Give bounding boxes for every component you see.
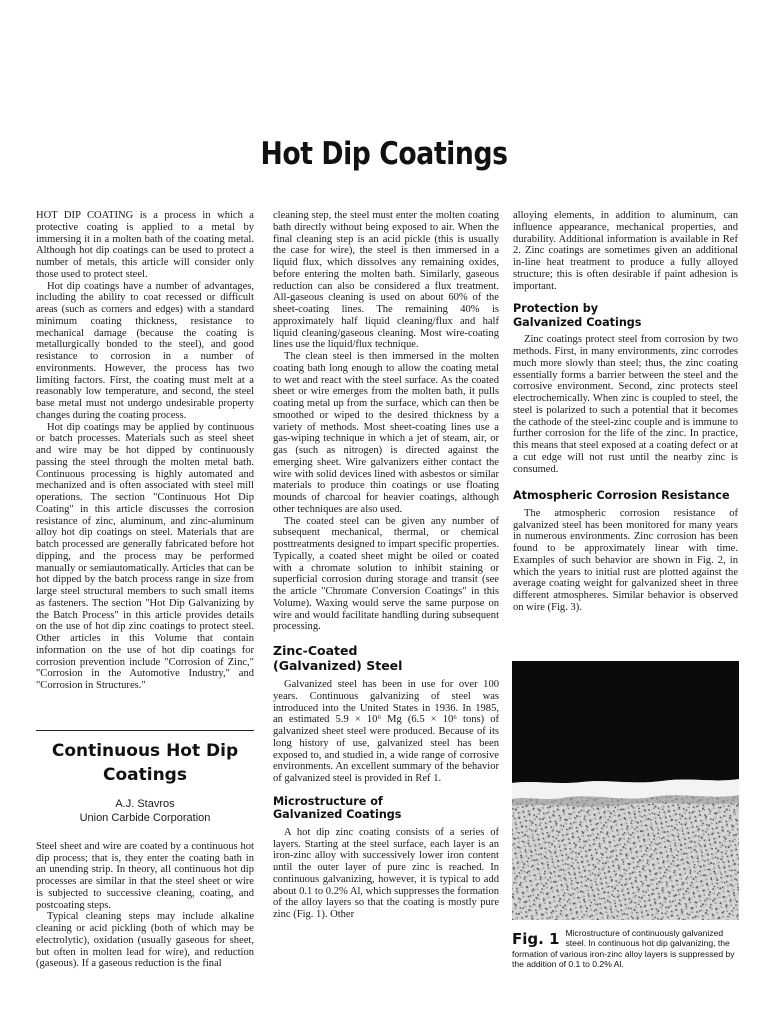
heading-line: Zinc-Coated	[273, 643, 358, 658]
article-title: Hot Dip Coatings	[260, 136, 508, 172]
affiliation: Union Carbide Corporation	[79, 811, 211, 824]
heading-line: Protection by	[513, 302, 598, 316]
figure-label: Fig. 1	[512, 930, 560, 948]
section-title: Continuous Hot Dip Coatings	[51, 740, 239, 785]
column-2	[273, 210, 499, 921]
heading-line: Galvanized Coatings	[273, 808, 402, 822]
heading-line: Galvanized Coatings	[513, 315, 642, 329]
figure-caption-text: Microstructure of continuously galvanized steel. In continuous hot dip galvanizing, the formation of various iron-zinc alloy layers is suppressed by the addition of 0.1 to 0.2% Al.	[512, 928, 735, 970]
paragraph: The coated steel can be given any number of subsequent mechanical, thermal, or chemical posttreatments designed to impart specific properties. Typically, a coated sheet might be oiled or coated with a chromate solution to inhibit staining or superficial corrosion during storage and transit (see the article "Chromate Conversion Coatings" in this Volume). Waxing would serve the same purpose on wire and would facilitate handling during subsequent processing.	[273, 515, 499, 633]
author: A.J. Stavros	[115, 797, 175, 810]
micrograph-figure	[512, 661, 739, 920]
paragraph: The clean steel is then immersed in the molten coating bath long enough to allow the coating metal to wet and react with the steel surface. As the coated sheet or wire emerges from the molten bath, it pulls coating metal up from the surface, which can then be smoothed or wiped to the desired thickness by a variety of methods. Most sheet-coating lines use a gas-wiping technique in which a jet of steam, air, or gas (such as nitrogen) is directed against the emerging sheet. Wire galvanizers either contact the wire with solid devices lined with asbestos or similar materials to produce thin coatings or use floating mounds of charcoal for heavier coatings, although other techniques are also used.	[273, 351, 499, 515]
heading-line: Microstructure of	[273, 794, 383, 808]
paragraph: Zinc coatings protect steel from corrosion by two methods. First, in many environments, zinc corrodes much more slowly than steel; thus, the zinc coating essentially forms a barrier between the steel and the corrosive environment. Second, zinc protects steel electrochemically. When zinc is coupled to steel, the steel is polarized to such a potential that it becomes the cathode of the steel-zinc couple and is immune to further corrosion for the life of the zinc. In practice, this means that steel exposed at a coating defect or at a cut edge will not rust until the nearby zinc is consumed.	[513, 334, 738, 475]
paragraph: Hot dip coatings may be applied by continuous or batch processes. Materials such as steel sheet and wire may be hot dipped by continuously passing the steel through the molten metal bath. Continuous processing is highly automated and mechanized and is often associated with steel mill operations. The section "Continuous Hot Dip Coating" in this article discusses the corrosion resistance of zinc, aluminum, and zinc-aluminum alloy hot dip coatings on steel. Materials that are batch processed are generally fabricated before hot dipping, and the process may be performed manually or semiautomatically. Articles that can be hot dipped by the batch process range in size from large steel structural members to such small items as fasteners. The section "Hot Dip Galvanizing by the Batch Process" in this article provides details on the use of hot dip zinc coatings to protect steel. Other articles in this Volume that contain information on the use of hot dip coatings for corrosion prevention include "Corrosion of Zinc," "Corrosion in the Automotive Industry," and "Corrosion in Structures."	[36, 421, 254, 691]
column-1	[36, 210, 254, 970]
micrograph-image	[512, 661, 739, 920]
heading-protection	[513, 302, 738, 329]
paragraph: Galvanized steel has been in use for over 100 years. Continuous galvanizing of steel was introduced into the United States in 1936. In 1985, an estimated 5.9 × 10⁶ Mg (6.5 × 10⁶ tons) of galvanized sheet steel were produced. Because of its long history of use, galvanized steel has been exposed to, and studied in, a wide range of corrosive environments. An excellent summary of the behavior of galvanized steel is provided in Ref 1.	[273, 679, 499, 784]
paragraph: Typical cleaning steps may include alkaline cleaning or acid pickling (both of which may be electrolytic), oxidation (usually gaseous for sheet, but often in molten lead for wire), and reduction (gaseous). If a gaseous reduction is the final	[36, 911, 254, 970]
figure-caption	[512, 928, 739, 970]
paragraph: The atmospheric corrosion resistance of galvanized steel has been monitored for many years in numerous environments. Zinc corrosion has been found to be approximately linear with time. Examples of such behavior are shown in Fig. 2, in which the years to initial rust are plotted against the average coating weight for galvanized sheet in three different atmospheres. Similar behavior is observed on wire (Fig. 3).	[513, 507, 738, 613]
paragraph: HOT DIP COATING is a process in which a protective coating is applied to a metal by immersing it in a molten bath of the coating metal. Although hot dip coatings can be used to protect a number of metals, this article will consider only those used to protect steel.	[36, 210, 254, 280]
paragraph: alloying elements, in addition to aluminum, can influence appearance, mechanical properties, and durability. Additional information is available in Ref 2. Zinc coatings are sometimes given an additional in-line heat treatment to produce a fully alloyed structure; this is often desirable if paint adhesion is important.	[513, 210, 738, 292]
heading-zinc-coated-steel	[273, 643, 499, 673]
paragraph: Steel sheet and wire are coated by a continuous hot dip process; that is, they enter the coating bath in an unending strip. In theory, all continuous hot dip processes are similar in that the steel sheet or wire is subjected to successive cleaning, coating, and postcoating steps.	[36, 840, 254, 911]
section-header	[36, 731, 254, 825]
column-3	[513, 210, 738, 614]
heading-microstructure	[273, 795, 499, 822]
heading-line: (Galvanized) Steel	[273, 658, 403, 673]
paragraph: cleaning step, the steel must enter the molten coating bath directly without being exposed to air. When the final cleaning step is an acid pickle (this is usually the case for wire), the steel is then immersed in a liquid flux, which dissolves any remaining oxides, before entering the molten bath. Similarly, gaseous reduction can also be considered a flux treatment. All-gaseous cleaning is used on about 60% of the sheet-coating lines. The remaining 40% is approximately half liquid cleaning/flux and half liquid cleaning/gaseous cleaning. Most wire-coating lines use the liquid/flux technique.	[273, 210, 499, 351]
heading-atmospheric-corrosion: Atmospheric Corrosion Resistance	[513, 489, 730, 503]
paragraph: A hot dip zinc coating consists of a series of layers. Starting at the steel surface, each layer is an iron-zinc alloy with successively lower iron content until the outer layer of pure zinc is reached. In continuous galvanizing, however, it is typical to add about 0.1 to 0.2% Al, which suppresses the formation of the alloy layers so that the coating is mostly pure zinc (Fig. 1). Other	[273, 826, 499, 920]
paragraph: Hot dip coatings have a number of advantages, including the ability to coat recessed or difficult areas (such as corners and edges) with a standard minimum coating thickness, resistance to mechanical damage (because the coating is metallurgically bonded to the steel), and good resistance to corrosion in a number of environments. However, the process has two limiting factors. First, the coating must melt at a reasonably low temperature, and second, the steel base metal must not undergo undesirable property changes during the coating process.	[36, 280, 254, 421]
